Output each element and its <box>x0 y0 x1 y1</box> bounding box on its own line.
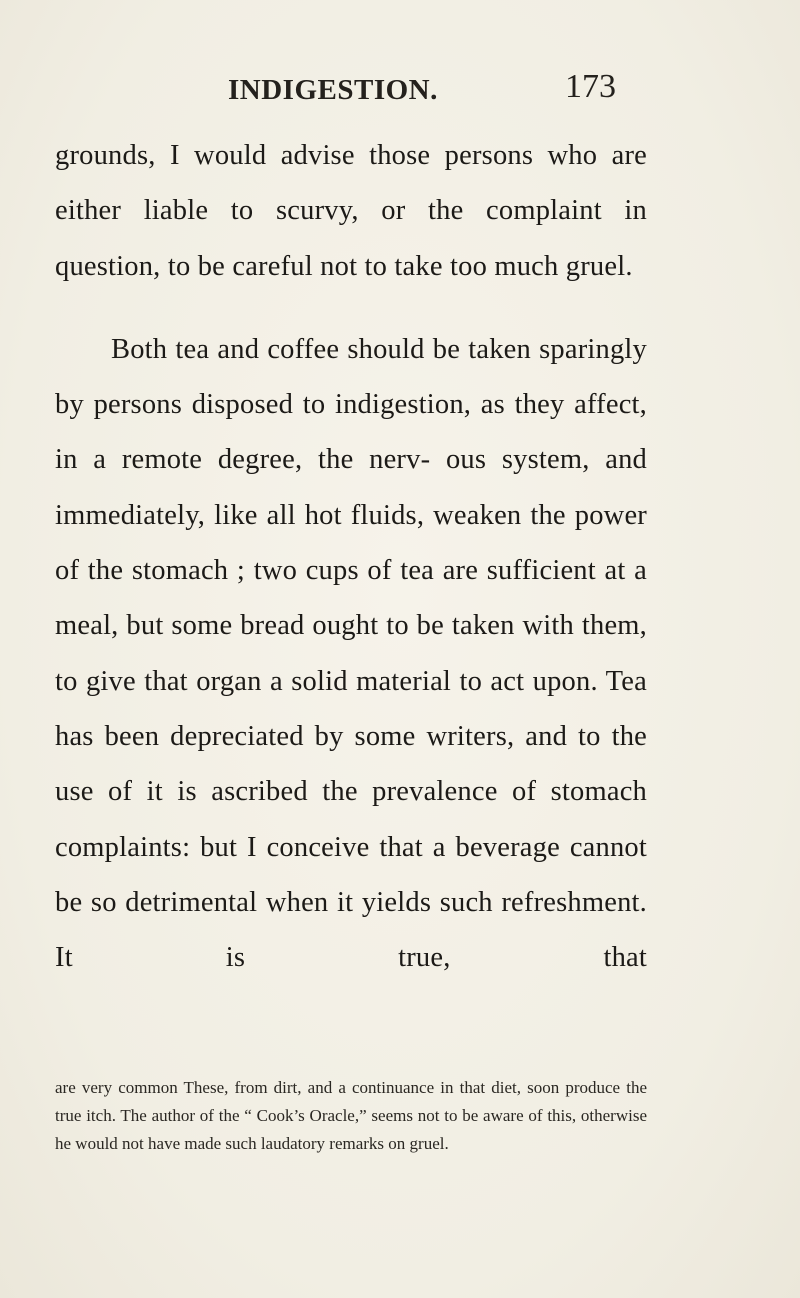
running-head: INDIGESTION. <box>228 74 438 106</box>
body-text <box>55 128 647 985</box>
page-number: 173 <box>565 68 616 105</box>
paragraph-1: grounds, I would advise those persons who are either liable to scurvy, or the complaint in question, to be careful not to take too much gruel. <box>55 140 647 282</box>
paragraph-2: Both tea and coffee should be taken sparingly by persons disposed to indigestion, as they affect, in a remote degree, the nerv- ous system, and immediately, like all hot fluids, weaken the power of the stomach ; two cups of tea are sufficient at a meal, but some bread ought to be taken with them, to give that organ a solid material to act upon. Tea has been depreciated by some writers, and to the use of it is ascribed the prevalence of stomach complaints: but I conceive that a beverage cannot be so detrimental when it yields such refreshment. It is true, that <box>55 333 647 974</box>
footnote: are very common These, from dirt, and a continuance in that diet, soon produce the true itch. The author of the “ Cook’s Oracle,” seems not to be aware of this, otherwise he would not have made such laudatory remarks on gruel. <box>55 1078 647 1153</box>
page-header <box>0 68 800 108</box>
